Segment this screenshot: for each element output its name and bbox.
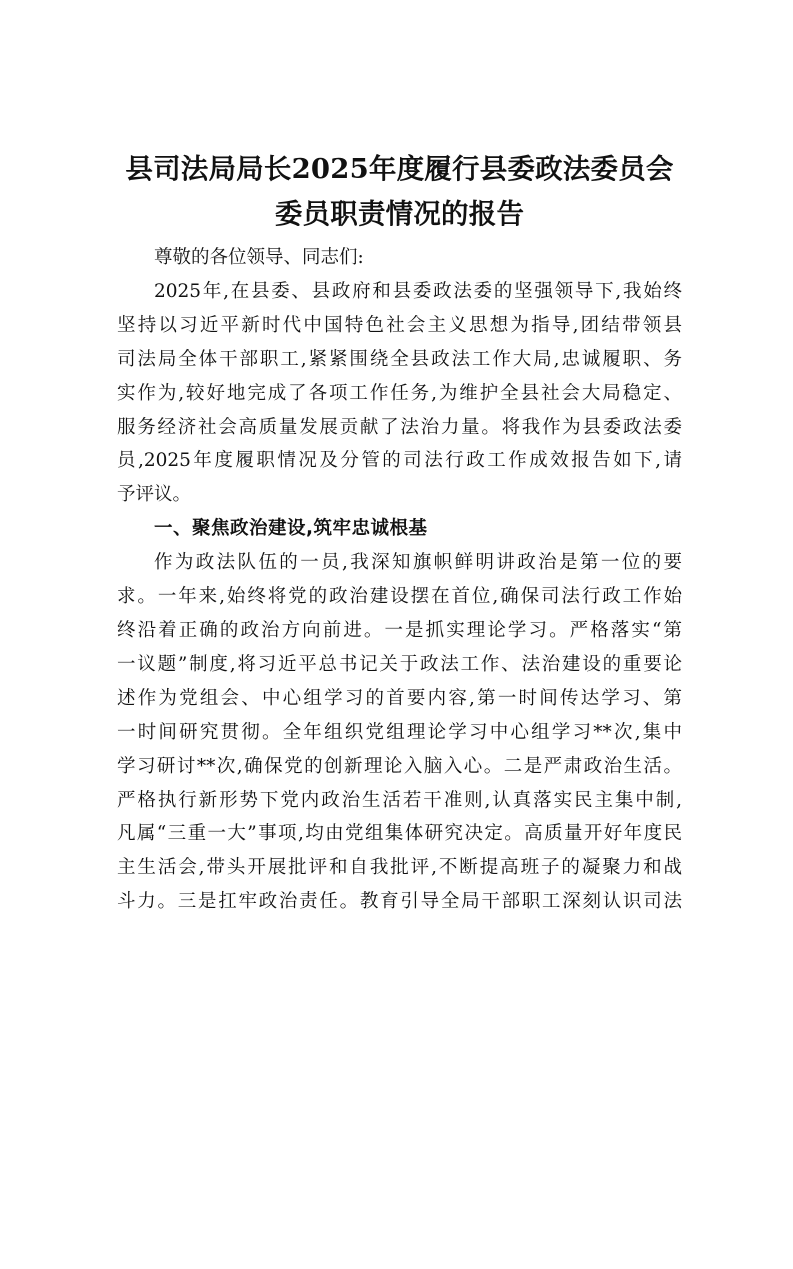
paragraph-2-line: 凡属“三重一大”事项,均由党组集体研究决定。高质量开好年度民 bbox=[117, 823, 682, 845]
title-line-1: 县司法局局长2025年度履行县委政法委员会 bbox=[125, 153, 674, 185]
paragraph-2-line: 斗力。三是扛牢政治责任。教育引导全局干部职工深刻认识司法 bbox=[117, 891, 682, 913]
salutation: 尊敬的各位领导、同志们: bbox=[154, 247, 364, 268]
paragraph-1-line: 司法局全体干部职工,紧紧围绕全县政法工作大局,忠诚履职、务 bbox=[117, 348, 682, 370]
paragraph-2-line: 一时间研究贯彻。全年组织党组理论学习中心组学习**次,集中 bbox=[117, 721, 682, 743]
paragraph-2-line: 作为政法队伍的一员,我深知旗帜鲜明讲政治是第一位的要 bbox=[154, 552, 682, 574]
paragraph-1-line: 实作为,较好地完成了各项工作任务,为维护全县社会大局稳定、 bbox=[117, 382, 682, 404]
document-body bbox=[117, 241, 682, 919]
paragraph-2-line: 主生活会,带头开展批评和自我批评,不断提高班子的凝聚力和战 bbox=[117, 857, 682, 879]
paragraph-2-line: 学习研讨**次,确保党的创新理论入脑入心。二是严肃政治生活。 bbox=[117, 755, 682, 777]
paragraph-2-line: 严格执行新形势下党内政治生活若干准则,认真落实民主集中制, bbox=[117, 789, 682, 811]
title-line-2: 委员职责情况的报告 bbox=[274, 198, 525, 230]
paragraph-1-line: 员,2025年度履职情况及分管的司法行政工作成效报告如下,请 bbox=[117, 450, 682, 472]
paragraph-2-line: 述作为党组会、中心组学习的首要内容,第一时间传达学习、第 bbox=[117, 687, 682, 709]
paragraph-1-line: 服务经济社会高质量发展贡献了法治力量。将我作为县委政法委 bbox=[117, 416, 682, 438]
section-heading-1: 一、聚焦政治建设,筑牢忠诚根基 bbox=[154, 518, 428, 540]
paragraph-2-line: 求。一年来,始终将党的政治建设摆在首位,确保司法行政工作始 bbox=[117, 586, 682, 608]
document-title bbox=[117, 147, 682, 237]
paragraph-2-line: 一议题”制度,将习近平总书记关于政法工作、法治建设的重要论 bbox=[117, 653, 682, 675]
document-page bbox=[0, 147, 793, 1269]
paragraph-1-line: 坚持以习近平新时代中国特色社会主义思想为指导,团结带领县 bbox=[117, 314, 682, 336]
paragraph-1-line: 2025年,在县委、县政府和县委政法委的坚强领导下,我始终 bbox=[154, 280, 682, 302]
paragraph-2-line: 终沿着正确的政治方向前进。一是抓实理论学习。严格落实“第 bbox=[117, 619, 682, 641]
paragraph-1-line: 予评议。 bbox=[117, 484, 192, 506]
